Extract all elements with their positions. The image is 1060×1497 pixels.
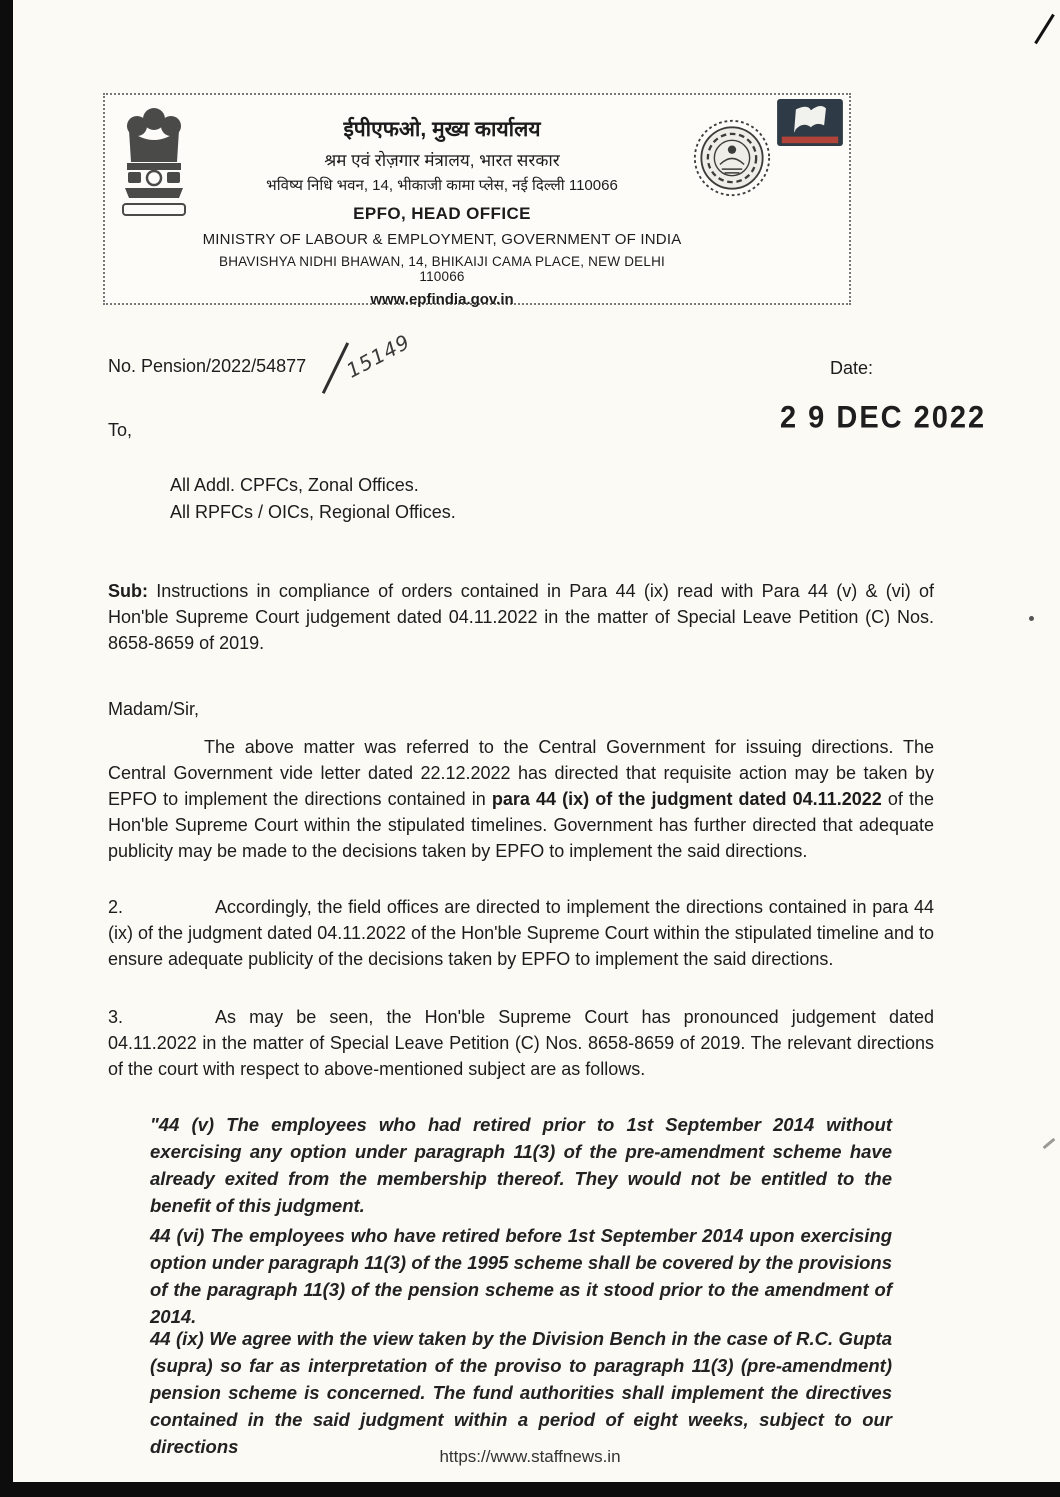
footer-watermark-url: https://www.staffnews.in — [439, 1447, 621, 1466]
letterhead-hindi-ministry: श्रम एवं रोज़गार मंत्रालय, भारत सरकार — [324, 151, 560, 170]
recipient-line: All RPFCs / OICs, Regional Offices. — [170, 502, 456, 522]
paragraph-2 — [108, 894, 934, 972]
letterhead-website: www.epfindia.gov.in — [370, 291, 514, 308]
epfo-logo-icon — [693, 119, 771, 202]
ashoka-emblem-icon — [119, 103, 189, 230]
letterhead — [103, 93, 851, 308]
recipient-line: All Addl. CPFCs, Zonal Offices. — [170, 475, 419, 495]
salutation: Madam/Sir, — [108, 699, 200, 719]
paragraph-3-number: 3. — [108, 1007, 124, 1027]
letterhead-org-name: EPFO, HEAD OFFICE — [353, 204, 531, 223]
letterhead-address: BHAVISHYA NIDHI BHAWAN, 14, BHIKAIJI CAMA PLACE, NEW DELHI 110066 — [219, 254, 665, 284]
paragraph-3 — [108, 1004, 934, 1082]
to-label: To, — [108, 420, 133, 440]
paragraph-1-bold: para 44 (ix) of the judgment dated 04.11.2022 — [491, 789, 882, 809]
paragraph-3-text: As may be seen, the Hon'ble Supreme Court has pronounced judgement dated 04.11.2022 in the matter of Special Leave Petition (C) Nos. 8658-8659 of 2019. The relevant directions of the court with respect to above-mentioned subject are as follows. — [108, 1007, 934, 1079]
azadi-ka-amrit-mahotsav-logo-icon — [777, 99, 843, 151]
scan-artifact-corner — [1034, 14, 1055, 44]
court-direction-44vi: 44 (vi) The employees who have retired before 1st September 2014 upon exercising option under paragraph 11(3) of the 1995 scheme shall be covered by the provisions of the paragraph 11(3) of the pension scheme as it stood prior to the amendment of 2014. — [150, 1224, 892, 1327]
subject-label: Sub: — [108, 581, 148, 601]
subject-line — [108, 578, 934, 656]
paragraph-2-text: Accordingly, the field offices are directed to implement the directions contained in para 44 (ix) of the judgment dated 04.11.2022 of the Hon'ble Supreme Court within the stipulated timeline and to ensure adequate publicity of the decisions taken by EPFO to implement the said directions. — [108, 897, 934, 969]
recipient-list — [170, 472, 456, 526]
letterhead-hindi-title: ईपीएफओ, मुख्य कार्यालय — [343, 118, 541, 141]
scan-edge-left — [0, 0, 13, 1497]
paragraph-2-number: 2. — [108, 897, 124, 917]
court-direction-44ix: 44 (ix) We agree with the view taken by the Division Bench in the case of R.C. Gupta (supra) so far as interpretation of the proviso to paragraph 11(3) (pre-amendment) pension scheme is concerned. The fund authorities shall implement the directives contained in the said judgment within a period of eight weeks, subject to our directions — [150, 1327, 892, 1457]
scan-artifact-dot — [1029, 616, 1034, 621]
scan-edge-bottom — [13, 1482, 1060, 1497]
handwritten-dispatch-number: 15149 — [342, 329, 415, 383]
scan-artifact-dash — [1043, 1138, 1056, 1149]
paragraph-1: The above matter was referred to the Central Government for issuing directions. The Central Government vide letter dated 22.12.2022 has directed that requisite action may be taken by EPFO to implement the directions contained in para 44 (ix) of the judgment dated 04.11.2022 of the Hon'ble Supreme Court within the stipulated timelines. Government has further directed that adequate publicity may be made to the decisions taken by EPFO to implement the said directions. — [108, 737, 934, 861]
date-stamp: 2 9 DEC 2022 — [780, 400, 987, 436]
court-direction-44v: "44 (v) The employees who had retired prior to 1st September 2014 without exercising any option under paragraph 11(3) of the pre-amendment scheme have already exited from the membership thereof. They would not be entitled to the benefit of this judgment. — [150, 1113, 892, 1216]
subject-text: Instructions in compliance of orders contained in Para 44 (ix) read with Para 44 (v) & (vi) of Hon'ble Supreme Court judgement dated 04.11.2022 in the matter of Special Leave Petition (C) Nos. 8658-8659 of 2019. — [108, 581, 934, 653]
date-label: Date: — [830, 358, 874, 378]
letterhead-ministry: MINISTRY OF LABOUR & EMPLOYMENT, GOVERNMENT OF INDIA — [202, 231, 682, 248]
handwritten-slash — [322, 342, 349, 393]
letterhead-hindi-address: भविष्य निधि भवन, 14, भीकाजी कामा प्लेस, नई दिल्ली 110066 — [266, 177, 618, 194]
reference-number: No. Pension/2022/54877 — [108, 356, 307, 376]
